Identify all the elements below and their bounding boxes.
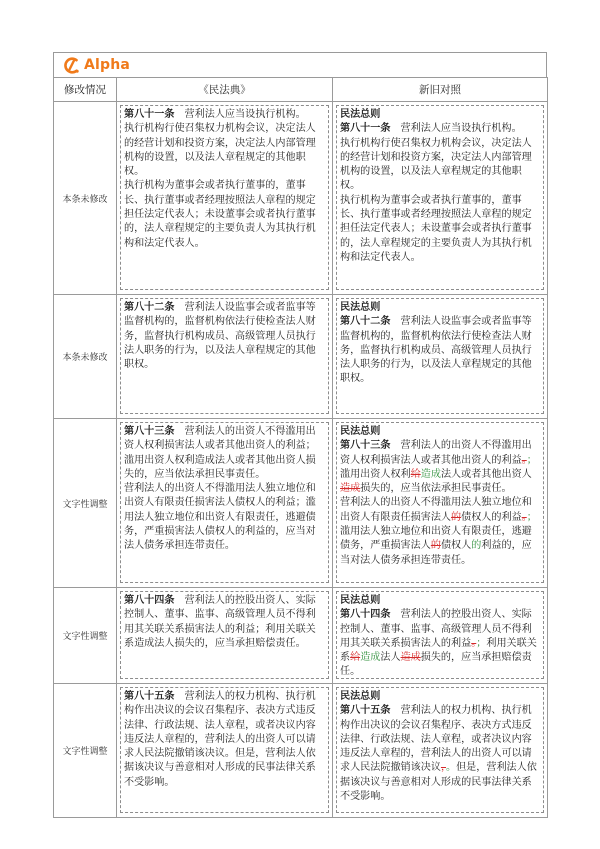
unchanged-text: 执行机构为董事会或者执行董事的，董事长、执行董事或者经理按照法人章程的规定担任法定代表人；未设董事会或者执行董事的，法人章程规定的主要负责人为其执行机构和法定代表人。 — [340, 194, 532, 263]
status-cell: 文字性调整 — [54, 684, 117, 818]
article-text: 营利法人应当设执行机构。 — [174, 109, 306, 120]
alpha-logo-icon — [61, 57, 80, 74]
unchanged-text: 执行机构行使召集权力机构会议，决定法人的经营计划和投资方案，决定法人内部管理机构的设置，以及法人章程规定的其他职权。 — [340, 137, 532, 192]
unchanged-text: 营利法人应当设执行机构。 — [390, 123, 522, 135]
table-header-row — [54, 78, 548, 102]
deleted-text: 给 — [410, 468, 421, 480]
inserted-text: ； — [476, 637, 487, 649]
article-number: 第八十五条 — [340, 705, 391, 717]
comparison-paragraph — [340, 496, 540, 567]
comparison-paragraph — [340, 194, 540, 265]
header-comparison: 新旧对照 — [333, 78, 548, 102]
civil-code-cell — [117, 295, 333, 419]
inserted-text: 。 — [445, 762, 457, 774]
brand-name: Alpha — [84, 57, 131, 73]
comparison-cell — [333, 684, 548, 818]
law-name: 民法总则 — [340, 595, 381, 606]
law-name: 民法总则 — [340, 691, 381, 702]
comparison-box — [336, 298, 544, 414]
comparison-cell — [333, 419, 548, 588]
page — [53, 52, 547, 818]
header-status: 修改情况 — [54, 78, 117, 102]
deleted-text: ， — [440, 762, 446, 774]
article-paragraph — [124, 108, 325, 122]
article-paragraph — [124, 425, 325, 482]
article-text: 执行机构行使召集权力机构会议，决定法人的经营计划和投资方案，决定法人内部管理机构的设置，以及法人章程规定的其他职权。 — [124, 123, 316, 178]
comparison-box — [336, 105, 544, 290]
article-paragraph — [124, 594, 325, 651]
civil-code-box — [120, 105, 329, 290]
civil-code-box — [120, 591, 329, 679]
civil-code-cell — [117, 419, 333, 588]
article-paragraph — [124, 301, 325, 372]
comparison-paragraph — [340, 608, 540, 679]
deleted-text: 。 — [521, 511, 527, 523]
table-row — [54, 684, 548, 818]
brand-header — [53, 52, 547, 77]
unchanged-text: 但是，营利法人依据该决议与善意相对人形成的民事法律关系不受影响。 — [340, 762, 537, 803]
article-paragraph — [124, 122, 325, 179]
unchanged-text: 债权人 — [440, 540, 472, 552]
comparison-paragraph — [340, 137, 540, 194]
comparison-paragraph — [340, 704, 540, 804]
unchanged-text: 债权人的利益 — [461, 511, 522, 523]
article-paragraph — [124, 690, 325, 790]
article-number: 第八十五条 — [124, 691, 175, 702]
inserted-text: ； — [526, 454, 537, 466]
comparison-table — [53, 77, 548, 818]
status-cell: 本条未修改 — [54, 295, 117, 419]
civil-code-box — [120, 298, 329, 414]
unchanged-text: 法人或者其他出资人 — [440, 468, 532, 480]
article-text: 营利法人设监事会或者监事等监督机构的，监督机构依法行使检查法人财务，监督执行机构成员、高级管理人员执行法人职务的行为，以及法人章程规定的其他职权。 — [124, 302, 316, 371]
status-cell: 本条未修改 — [54, 102, 117, 295]
article-text: 营利法人的出资人不得滥用出资人权利损害法人或者其他出资人的利益；滥用出资人权利造成法人或者其他出资人损失的，应当依法承担民事责任。 — [124, 426, 316, 480]
civil-code-cell — [117, 102, 333, 295]
unchanged-text: 利用关联关系 — [340, 637, 537, 664]
deleted-text: 造成 — [340, 483, 361, 495]
deleted-text: 。 — [521, 454, 527, 466]
comparison-box — [336, 591, 544, 679]
article-number: 第八十三条 — [124, 426, 175, 437]
deleted-text: 。 — [471, 637, 477, 649]
deleted-text: 给 — [350, 652, 361, 664]
comparison-cell — [333, 295, 548, 419]
article-number: 第八十四条 — [340, 609, 391, 621]
article-text: 营利法人的权力机构、执行机构作出决议的会议召集程序、表决方式违反法律、行政法规、法人章程，或者决议内容违反法人章程的，营利法人的出资人可以请求人民法院撤销该决议。但是，营利法人依据该决议与善意相对人形成的民事法律关系不受影响。 — [124, 691, 316, 788]
unchanged-text: 滥用出资人权利 — [340, 468, 411, 480]
comparison-paragraph — [340, 315, 540, 386]
law-name: 民法总则 — [340, 302, 381, 313]
civil-code-box — [120, 422, 329, 583]
article-paragraph — [124, 179, 325, 250]
civil-code-cell — [117, 588, 333, 684]
unchanged-text: 滥用法人独立地位和出资人有限责任，逃避债务，严重损害法人 — [340, 526, 532, 552]
article-number: 第八十三条 — [340, 440, 391, 452]
article-number: 第八十一条 — [124, 109, 175, 120]
article-text: 执行机构为董事会或者执行董事的，董事长、执行董事或者经理按照法人章程的规定担任法定代表人；未设董事会或者执行董事的，法人章程规定的主要负责人为其执行机构和法定代表人。 — [124, 180, 316, 249]
inserted-text: ； — [526, 511, 537, 523]
article-number: 第八十四条 — [124, 595, 175, 606]
comparison-box — [336, 422, 544, 583]
article-number: 第八十二条 — [340, 316, 391, 328]
unchanged-text: 营利法人的权力机构、执行机构作出决议的会议召集程序、表决方式违反法律、行政法规、法人章程，或者决议内容违反法人章程的，营利法人的出资人可以请求人民法院撤销该决议 — [340, 705, 532, 774]
status-cell: 文字性调整 — [54, 419, 117, 588]
comparison-cell — [333, 588, 548, 684]
table-row — [54, 295, 548, 419]
unchanged-text: 营利法人的控股出资人、实际控制人、董事、监事、高级管理人员不得利用其关联关系损害法人的利益 — [340, 609, 532, 649]
status-cell: 文字性调整 — [54, 588, 117, 684]
comparison-cell — [333, 102, 548, 295]
unchanged-text: 损失的，应当承担赔偿责任。 — [340, 652, 532, 678]
deleted-text: 造成 — [400, 652, 421, 664]
deleted-text: 的 — [430, 540, 441, 552]
law-name: 民法总则 — [340, 426, 381, 437]
unchanged-text: 损失的，应当依法承担民事责任。 — [360, 483, 512, 495]
table-row — [54, 102, 548, 295]
unchanged-text: 营利法人的出资人不得滥用法人独立地位和出资人有限责任损害法人 — [340, 497, 532, 523]
table-row — [54, 588, 548, 684]
article-number: 第八十一条 — [340, 123, 391, 135]
law-name: 民法总则 — [340, 109, 381, 120]
unchanged-text: 利益的，应当对法人债务承担连带责任。 — [340, 540, 532, 566]
article-paragraph — [124, 482, 325, 553]
article-text: 营利法人的出资人不得滥用法人独立地位和出资人有限责任损害法人债权人的利益；滥用法人独立地位和出资人有限责任，逃避债务，严重损害法人债权人的利益的，应当对法人债务承担连带责任。 — [124, 483, 316, 552]
inserted-text: 造成 — [420, 468, 441, 480]
comparison-paragraph — [340, 122, 540, 136]
civil-code-cell — [117, 684, 333, 818]
unchanged-text: 营利法人的出资人不得滥用出资人权利损害法人或者其他出资人的利益 — [340, 440, 532, 466]
unchanged-text: 营利法人设监事会或者监事等监督机构的，监督机构依法行使检查法人财务，监督执行机构成员、高级管理人员执行法人职务的行为，以及法人章程规定的其他职权。 — [340, 316, 532, 385]
unchanged-text: 法人 — [380, 652, 401, 664]
comparison-paragraph — [340, 439, 540, 496]
article-number: 第八十二条 — [124, 302, 175, 313]
inserted-text: 造成 — [360, 652, 381, 664]
article-text: 营利法人的控股出资人、实际控制人、董事、监事、高级管理人员不得利用其关联关系损害法人的利益；利用关联关系造成法人损失的，应当承担赔偿责任。 — [124, 595, 316, 649]
comparison-box — [336, 687, 544, 813]
inserted-text: 的 — [471, 540, 482, 552]
deleted-text: 的 — [451, 511, 462, 523]
header-civil-code: 《民法典》 — [117, 78, 333, 102]
civil-code-box — [120, 687, 329, 813]
table-row — [54, 419, 548, 588]
